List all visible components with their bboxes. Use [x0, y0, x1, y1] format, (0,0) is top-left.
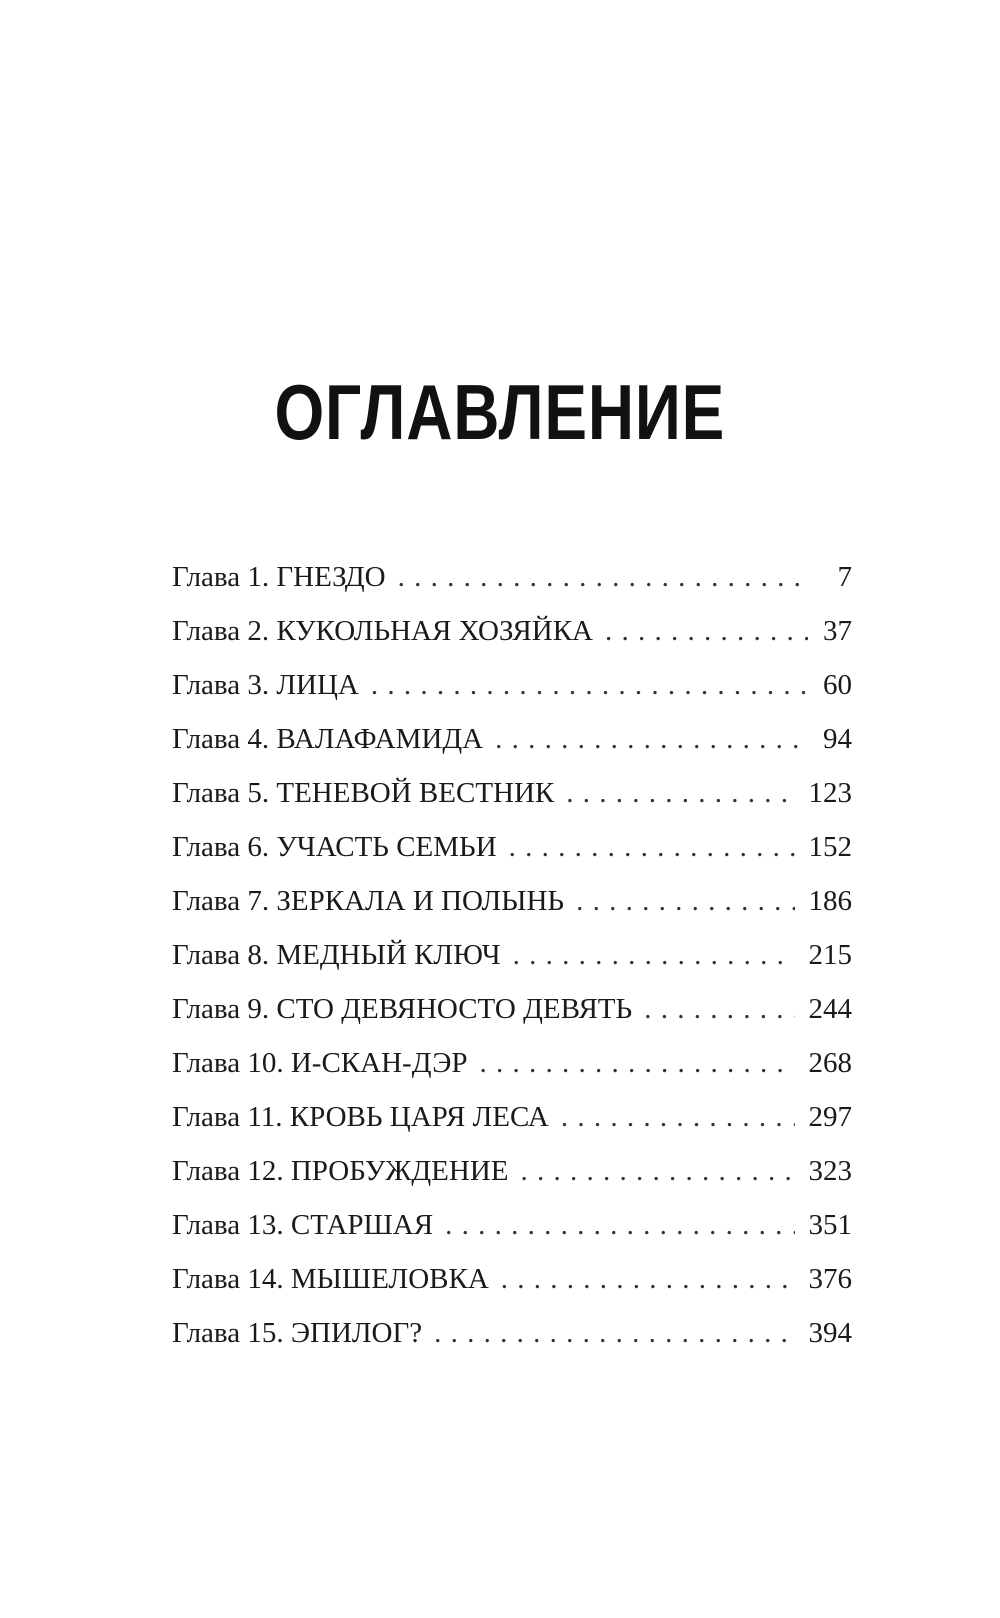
page-number: 123	[808, 777, 852, 809]
toc-entry[interactable]	[172, 879, 852, 933]
toc-entry[interactable]	[172, 663, 852, 717]
dot-leader	[479, 1041, 794, 1085]
chapter-title: Глава 8. МЕДНЫЙ КЛЮЧ	[172, 939, 501, 971]
chapter-title: Глава 11. КРОВЬ ЦАРЯ ЛЕСА	[172, 1101, 549, 1133]
dot-leader	[495, 717, 808, 761]
toc-entry[interactable]	[172, 609, 852, 663]
chapter-title: Глава 10. И-СКАН-ДЭР	[172, 1047, 468, 1079]
page-number: 152	[808, 831, 852, 863]
toc-entry[interactable]	[172, 555, 852, 609]
dot-leader	[520, 1149, 794, 1193]
toc-entry[interactable]	[172, 1311, 852, 1365]
dot-leader	[566, 771, 794, 815]
page-number: 244	[808, 993, 852, 1025]
dot-leader	[509, 825, 795, 869]
dot-leader	[605, 609, 808, 653]
dot-leader	[501, 1257, 795, 1301]
toc-entry[interactable]	[172, 825, 852, 879]
page-number: 60	[823, 669, 852, 701]
page-number: 351	[808, 1209, 852, 1241]
page-number: 94	[823, 723, 852, 755]
dot-leader	[561, 1095, 795, 1139]
page-title	[0, 368, 1000, 456]
chapter-title: Глава 1. ГНЕЗДО	[172, 561, 386, 593]
chapter-title: Глава 6. УЧАСТЬ СЕМЬИ	[172, 831, 497, 863]
chapter-title: Глава 2. КУКОЛЬНАЯ ХОЗЯЙКА	[172, 615, 593, 647]
chapter-title: Глава 9. СТО ДЕВЯНОСТО ДЕВЯТЬ	[172, 993, 633, 1025]
chapter-title: Глава 7. ЗЕРКАЛА И ПОЛЫНЬ	[172, 885, 565, 917]
chapter-title: Глава 14. МЫШЕЛОВКА	[172, 1263, 489, 1295]
dot-leader	[434, 1311, 794, 1355]
page-title-text: ОГЛАВЛЕНИЕ	[274, 368, 726, 456]
page-number: 7	[837, 561, 852, 593]
toc-entry[interactable]	[172, 1041, 852, 1095]
dot-leader	[513, 933, 795, 977]
page-number: 394	[808, 1317, 852, 1349]
page-number: 323	[808, 1155, 852, 1187]
chapter-title: Глава 15. ЭПИЛОГ?	[172, 1317, 423, 1349]
dot-leader	[371, 663, 808, 707]
chapter-title: Глава 4. ВАЛАФАМИДА	[172, 723, 484, 755]
dot-leader	[644, 987, 794, 1031]
chapter-title: Глава 13. СТАРШАЯ	[172, 1209, 434, 1241]
page-number: 186	[808, 885, 852, 917]
toc-entry[interactable]	[172, 933, 852, 987]
dot-leader	[576, 879, 794, 923]
toc-entry[interactable]	[172, 1095, 852, 1149]
chapter-title: Глава 5. ТЕНЕВОЙ ВЕСТНИК	[172, 777, 555, 809]
chapter-title: Глава 12. ПРОБУЖДЕНИЕ	[172, 1155, 509, 1187]
page-number: 37	[823, 615, 852, 647]
dot-leader	[445, 1203, 794, 1247]
chapter-title: Глава 3. ЛИЦА	[172, 669, 359, 701]
toc-entry[interactable]	[172, 1203, 852, 1257]
toc-entry[interactable]	[172, 717, 852, 771]
toc-entry[interactable]	[172, 987, 852, 1041]
toc-entry[interactable]	[172, 1149, 852, 1203]
page-number: 297	[808, 1101, 852, 1133]
dot-leader	[398, 555, 808, 599]
page-number: 268	[808, 1047, 852, 1079]
page-number: 215	[808, 939, 852, 971]
page-number: 376	[808, 1263, 852, 1295]
toc-entry[interactable]	[172, 1257, 852, 1311]
table-of-contents	[172, 555, 852, 1365]
toc-entry[interactable]	[172, 771, 852, 825]
